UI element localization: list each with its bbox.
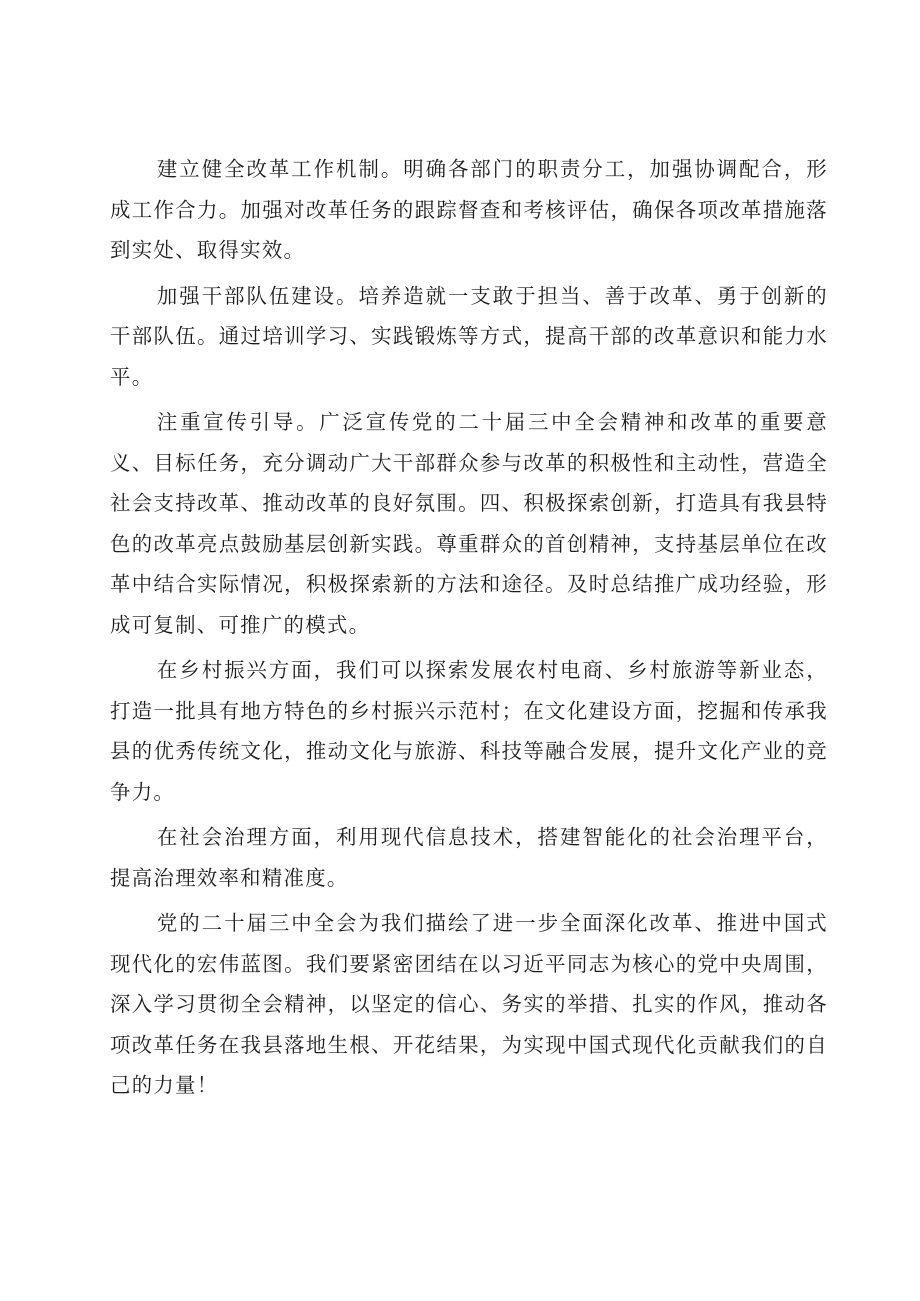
document-body [110, 149, 828, 1111]
paragraph-publicity-guidance: 注重宣传引导。广泛宣传党的二十届三中全会精神和改革的重要意义、目标任务，充分调动广大干部群众参与改革的积极性和主动性，营造全社会支持改革、推动改革的良好氛围。四、积极探索创新，打造具有我县特色的改革亮点鼓励基层创新实践。尊重群众的首创精神，支持基层单位在改革中结合实际情况，积极探索新的方法和途径。及时总结推广成功经验，形成可复制、可推广的模式。 [110, 410, 828, 637]
paragraph-work-mechanism: 建立健全改革工作机制。明确各部门的职责分工，加强协调配合，形成工作合力。加强对改革任务的跟踪督查和考核评估，确保各项改革措施落到实处、取得实效。 [110, 157, 828, 262]
paragraph-conclusion: 党的二十届三中全会为我们描绘了进一步全面深化改革、推进中国式现代化的宏伟蓝图。我们要紧密团结在以习近平同志为核心的党中央周围，深入学习贯彻全会精神，以坚定的信心、务实的举措、扎实的作风，推动各项改革任务在我县落地生根、开花结果，为实现中国式现代化贡献我们的自己的力量！ [110, 911, 828, 1097]
paragraph-social-governance: 在社会治理方面，利用现代信息技术，搭建智能化的社会治理平台，提高治理效率和精准度。 [110, 825, 828, 890]
paragraph-cadre-team: 加强干部队伍建设。培养造就一支敢于担当、善于改革、勇于创新的干部队伍。通过培训学习、实践锻炼等方式，提高干部的改革意识和能力水平。 [110, 283, 828, 389]
paragraph-rural-revitalization: 在乡村振兴方面，我们可以探索发展农村电商、乡村旅游等新业态，打造一批具有地方特色的乡村振兴示范村；在文化建设方面，挖掘和传承我县的优秀传统文化，推动文化与旅游、科技等融合发展，提升文化产业的竞争力。 [110, 658, 828, 804]
